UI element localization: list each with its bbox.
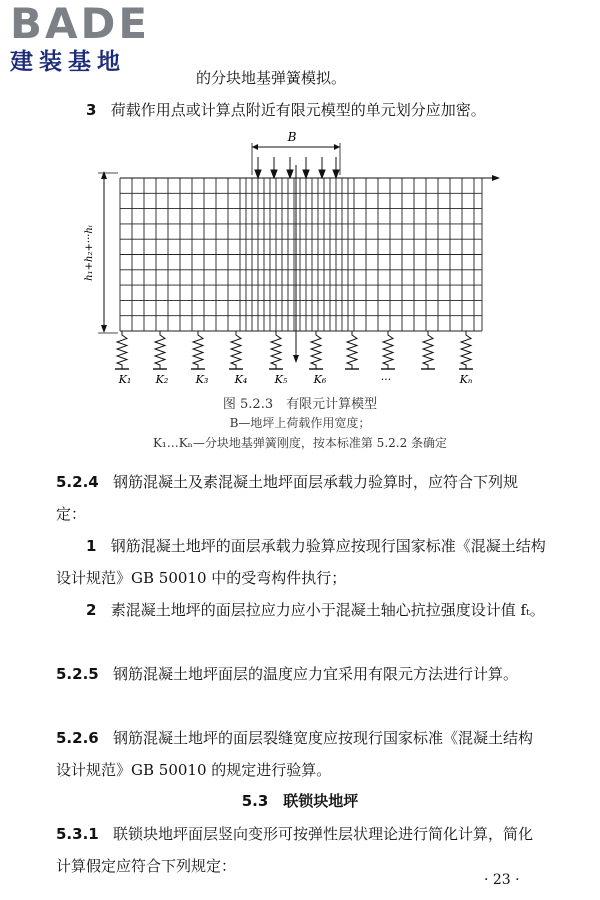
load-arrow-head bbox=[303, 170, 309, 178]
load-arrow-head bbox=[319, 170, 325, 178]
logo-subtitle: 建装基地 bbox=[10, 49, 126, 75]
section-5-3-heading: 5.3 联锁块地坪 bbox=[241, 792, 359, 810]
item-2-text: 素混凝土地坪的面层拉应力应小于混凝土轴心抗拉强度设计值 fₜ。 bbox=[110, 601, 545, 619]
b-arrow-left bbox=[252, 144, 258, 150]
clause-5-3-1 bbox=[56, 818, 546, 882]
figure-caption-line-2: K₁…Kₙ—分块地基弹簧刚度，按本标准第 5.2.2 条确定 bbox=[152, 436, 448, 450]
clause-5-2-4-number: 5.2.4 bbox=[56, 473, 99, 491]
clause-5-2-4 bbox=[56, 466, 546, 530]
clause-5-2-4-text: 钢筋混凝土及素混凝土地坪面层承载力验算时，应符合下列规定： bbox=[56, 473, 519, 523]
clause-5-2-6 bbox=[56, 722, 546, 786]
spring-label: K₂ bbox=[155, 373, 169, 386]
b-label: B bbox=[287, 130, 297, 144]
clause-5-2-5 bbox=[56, 658, 546, 690]
clause-5-2-5-text: 钢筋混凝土地坪面层的温度应力宜采用有限元方法进行计算。 bbox=[113, 665, 519, 683]
clause-5-2-6-number: 5.2.6 bbox=[56, 729, 99, 747]
spring-label: K₃ bbox=[195, 373, 209, 386]
top-axis-arrow bbox=[492, 175, 500, 181]
spring-coil bbox=[271, 331, 281, 369]
item-1-number: 1 bbox=[86, 537, 97, 555]
load-arrows bbox=[255, 157, 339, 178]
spring-label: ··· bbox=[380, 373, 392, 386]
clause-5-2-4-item-2 bbox=[56, 594, 546, 626]
item-3-text: 荷载作用点或计算点附近有限元模型的单元划分应加密。 bbox=[110, 101, 486, 119]
spring-label: Kₙ bbox=[459, 373, 473, 386]
item-2-number: 2 bbox=[86, 601, 97, 619]
item-1-text: 钢筋混凝土地坪的面层承载力验算应按现行国家标准《混凝土结构设计规范》GB 50010 中的受弯构件执行； bbox=[56, 537, 546, 587]
figure-caption-line-1: B—地坪上荷载作用宽度； bbox=[229, 416, 371, 430]
clause-5-2-5-number: 5.2.5 bbox=[56, 665, 99, 683]
load-arrow-head bbox=[271, 170, 277, 178]
fem-model-figure bbox=[70, 125, 530, 390]
spring-coil bbox=[461, 331, 471, 369]
spring-label: K₁ bbox=[118, 373, 132, 386]
load-arrow-head bbox=[255, 170, 261, 178]
b-arrow-right bbox=[334, 144, 340, 150]
page-number: · 23 · bbox=[484, 872, 520, 888]
spring-coil bbox=[311, 331, 321, 369]
clause-5-3-1-number: 5.3.1 bbox=[56, 825, 99, 843]
spring-label: K₆ bbox=[313, 373, 327, 386]
spring-coil bbox=[193, 331, 203, 369]
spring-label: K₄ bbox=[234, 373, 248, 386]
spring-coil bbox=[231, 331, 241, 369]
logo-wordmark: BADE bbox=[10, 0, 151, 48]
figure-caption-title: 图 5.2.3 有限元计算模型 bbox=[222, 397, 378, 412]
load-arrow-head bbox=[287, 170, 293, 178]
spring-labels bbox=[118, 373, 473, 386]
spring-coil bbox=[155, 331, 165, 369]
item-3 bbox=[86, 100, 486, 120]
load-arrow-head bbox=[333, 170, 339, 178]
spring-coil bbox=[347, 331, 357, 369]
intro-line-tail: 的分块地基弹簧模拟。 bbox=[196, 69, 347, 87]
clause-5-3-1-text: 联锁块地坪面层竖向变形可按弹性层状理论进行简化计算，简化计算假定应符合下列规定： bbox=[56, 825, 534, 875]
spring-label: K₅ bbox=[274, 373, 288, 386]
spring-coil bbox=[383, 331, 393, 369]
site-logo bbox=[10, 2, 180, 76]
spring-coil bbox=[117, 331, 127, 369]
spring-coil bbox=[423, 331, 433, 369]
height-label: h₁+h₂+···hᵢ bbox=[84, 225, 95, 281]
clause-5-2-6-text: 钢筋混凝土地坪的面层裂缝宽度应按现行国家标准《混凝土结构设计规范》GB 50010 的规定进行验算。 bbox=[56, 729, 534, 779]
item-3-number: 3 bbox=[86, 101, 97, 119]
mesh-grid bbox=[120, 178, 482, 331]
clause-5-2-4-item-1 bbox=[56, 530, 546, 594]
springs bbox=[115, 331, 473, 369]
